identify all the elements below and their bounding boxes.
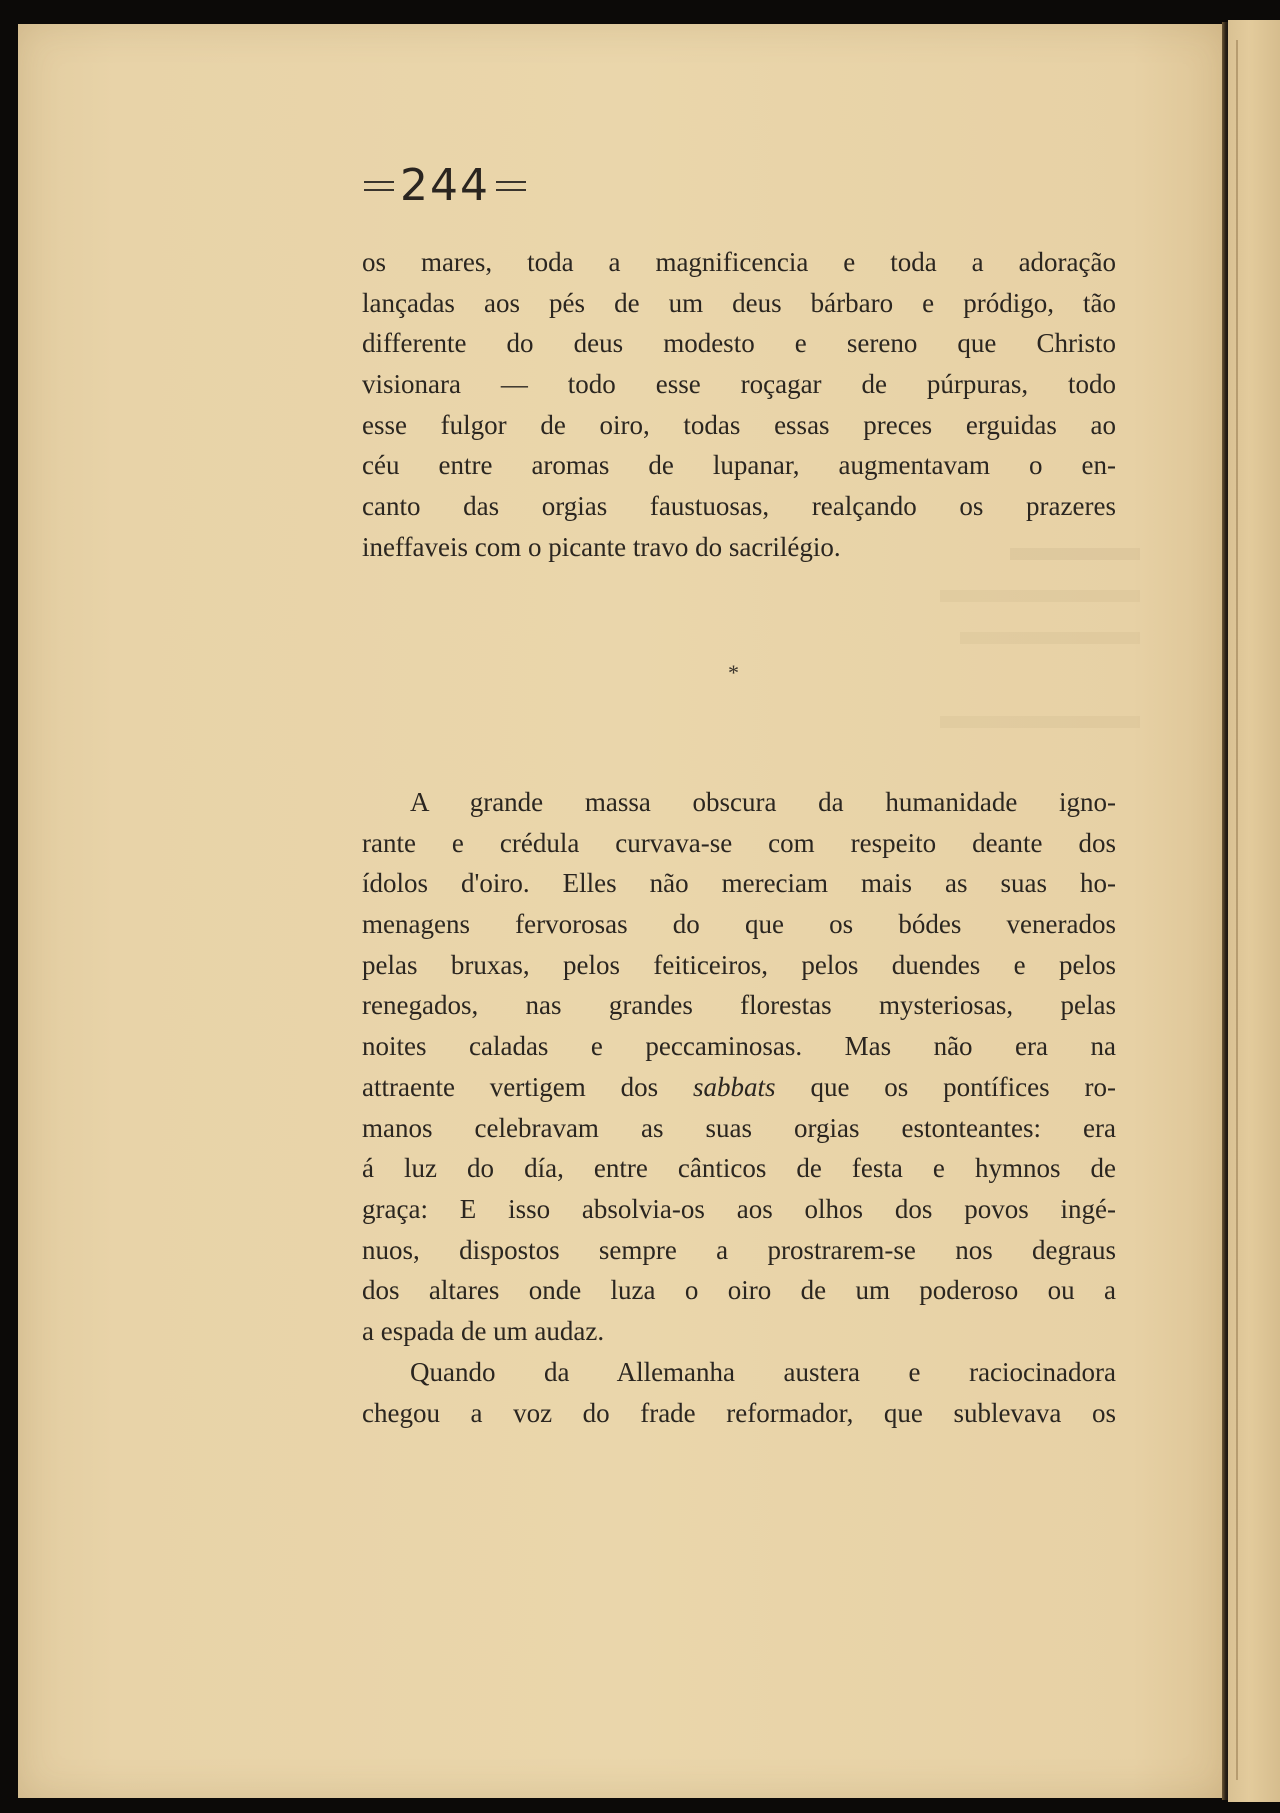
text-line: A grande massa obscura da humanidade igno- [410,787,1116,817]
text-line: esse fulgor de oiro, todas essas preces erguidas ao [362,409,1116,440]
bleed-through [960,632,1140,644]
text-line: nuos, dispostos sempre a prostrarem-se nos degraus [362,1234,1116,1265]
paragraph-3 [362,1352,1116,1433]
text-line: differente do deus modesto e sereno que Christo [362,328,1116,359]
paragraph-1 [362,242,1116,568]
text-line: ineffaveis com o picante travo do sacrilégio. [362,531,841,562]
text-line: renegados, nas grandes florestas mysteriosas, pelas [362,990,1116,1021]
page-number-rule-right [496,181,526,191]
text-line: dos altares onde luza o oiro de um poderoso ou a [362,1275,1116,1306]
bleed-through [940,590,1140,602]
text-line: ídolos d'oiro. Elles não mereciam mais as suas ho- [362,868,1116,899]
page-number-rule-left [364,181,394,191]
text-line: menagens fervorosas do que os bódes venerados [362,909,1116,940]
text-line: graça: E isso absolvia-os aos olhos dos povos ingé- [362,1193,1116,1224]
text-line: noites caladas e peccaminosas. Mas não era na [362,1031,1116,1062]
text-line: céu entre aromas de lupanar, augmentavam o en- [362,450,1116,481]
page-number-value: 244 [400,160,490,211]
text-fragment: attraente vertigem dos [362,1071,659,1102]
text-line: a espada de um audaz. [362,1315,605,1346]
text-line: os mares, toda a magnificencia e toda a adoração [362,247,1116,277]
text-line: rante e crédula curvava-se com respeito deante dos [362,827,1116,858]
text-line: pelas bruxas, pelos feiticeiros, pelos duendes e pelos [362,949,1116,980]
paragraph-2 [362,782,1116,1352]
text-line: Quando da Allemanha austera e raciocinadora [410,1357,1116,1387]
text-line: á luz do día, entre cânticos de festa e hymnos de [362,1153,1116,1184]
text-line: chegou a voz do frade reformador, que sublevava os [362,1397,1116,1428]
text-line: canto das orgias faustuosas, realçando os prazeres [362,491,1116,522]
text-line: lançadas aos pés de um deus bárbaro e pródigo, tão [362,287,1116,318]
text-line [362,1067,1116,1108]
section-separator: * [728,660,739,685]
text-line: visionara — todo esse roçagar de púrpuras, todo [362,369,1116,400]
next-page-fold [1236,40,1238,1780]
page-number [358,160,558,211]
italic-word: sabbats [693,1071,776,1102]
text-line: manos celebravam as suas orgias estonteantes: era [362,1112,1116,1143]
text-fragment: que os pontífices ro- [810,1071,1116,1102]
bleed-through [940,716,1140,728]
